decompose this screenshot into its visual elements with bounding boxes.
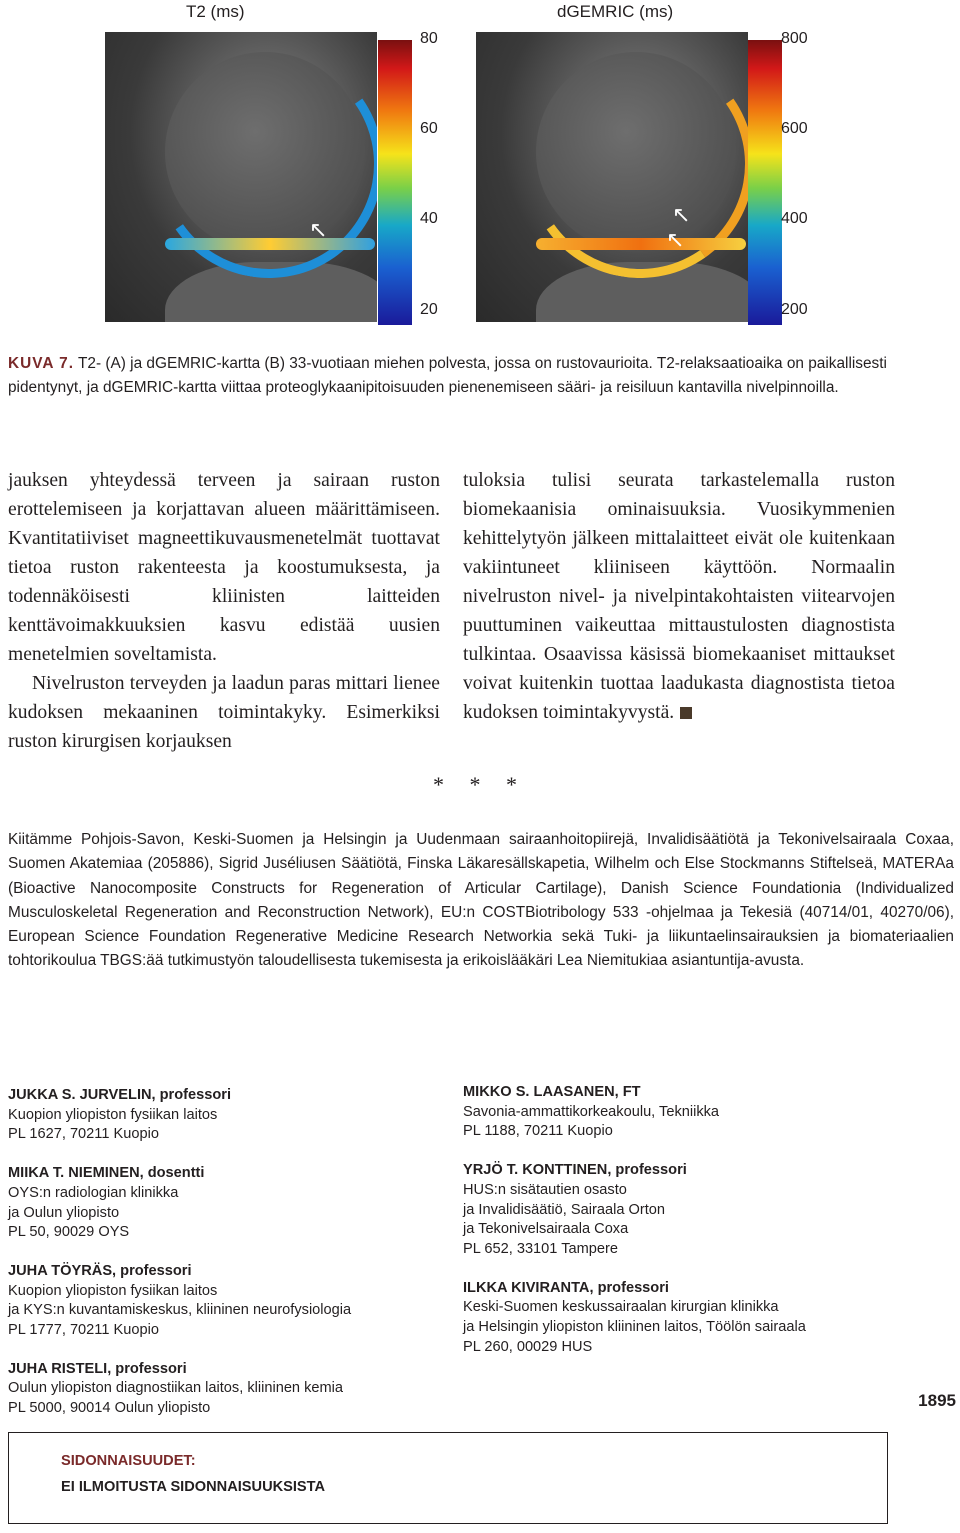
page-number: 1895 (918, 1391, 956, 1410)
author-list-right (463, 1083, 903, 1376)
author-entry (463, 1161, 903, 1260)
author-address: PL 1188, 70211 Kuopio (463, 1123, 613, 1140)
author-entry (8, 1164, 448, 1243)
mri-image-t2 (105, 32, 377, 322)
author-affiliation: OYS:n radiologian klinikka (8, 1184, 179, 1201)
end-of-article-icon (680, 707, 692, 719)
conflict-of-interest-box (8, 1432, 888, 1524)
mri-image-dgemric (476, 32, 748, 322)
author-list-left (8, 1086, 448, 1438)
author-affiliation: ja Invalidisäätiö, Sairaala Orton (463, 1201, 665, 1218)
author-name: JUHA RISTELI, professori (8, 1360, 187, 1377)
paragraph: Nivelruston terveyden ja laadun paras mittari lienee kudoksen mekaaninen toimintakyky. Esimerkiksi ruston kirurgisen korjauksen (8, 673, 440, 752)
author-address: PL 5000, 90014 Oulun yliopisto (8, 1400, 211, 1417)
author-address: PL 260, 00029 HUS (463, 1338, 593, 1355)
author-name: MIIKA T. NIEMINEN, dosentti (8, 1165, 205, 1182)
scale-tick: 60 (420, 120, 438, 137)
section-separator: * * * (433, 772, 527, 797)
author-name: ILKKA KIVIRANTA, professori (463, 1279, 669, 1296)
arrow-icon: ↖ (309, 217, 328, 242)
author-entry (463, 1279, 903, 1358)
caption-label: KUVA 7. (8, 355, 75, 372)
scale-tick: 80 (420, 30, 438, 47)
author-affiliation: Kuopion yliopiston fysiikan laitos (8, 1106, 218, 1123)
author-entry (463, 1083, 903, 1142)
color-scale-dgemric (748, 40, 782, 325)
acknowledgement: Kiitämme Pohjois-Savon, Keski-Suomen ja Helsingin ja Uudenmaan sairaanhoitopiirejä, Invalidisäätiötä ja Tekonivelsairaala Coxaa, Suomen Akatemiaa (205886), Sigrid Juséliusen Säätiötä, Finska Läkaresällskapetia, Wilhelm och Else Stockmanns Stiftelseä, MATERAa (Bioactive Nanocomposite Constructs for Regeneration of Articular Cartilage), Danish Science Foundationia (Individualized Musculoskeletal Regeneration and Reconstruction Network), EU:n COSTBiotribology 533 -ohjelmaa ja Tekesiä (40714/01, 40270/06), European Science Foundation Regenerative Medicine Research Networkia sekä Tuki- ja liikuntaelinsairauksien ja biomateriaalien tohtorikoulua TBGS:ää tutkimustyön taloudellisesta tukemisesta ja erikoislääkäri Lea Niemitukiaa asiantuntija-avusta. (8, 831, 954, 970)
author-affiliation: HUS:n sisätautien osasto (463, 1181, 627, 1198)
figure-label-t2: T2 (ms) (186, 2, 245, 21)
author-entry (8, 1262, 448, 1341)
body-column-right (463, 466, 895, 727)
author-name: MIKKO S. LAASANEN, FT (463, 1084, 641, 1100)
scale-tick: 600 (781, 120, 808, 137)
author-address: PL 1627, 70211 Kuopio (8, 1126, 159, 1143)
author-address: PL 1777, 70211 Kuopio (8, 1322, 159, 1339)
author-affiliation: ja KYS:n kuvantamiskeskus, kliininen neurofysiologia (8, 1302, 352, 1319)
author-affiliation: ja Tekonivelsairaala Coxa (463, 1221, 629, 1238)
arrow-icon: ↖ (672, 202, 691, 227)
scale-tick: 40 (420, 210, 438, 227)
author-affiliation: Keski-Suomen keskussairaalan kirurgian klinikka (463, 1299, 779, 1316)
scale-tick: 200 (781, 301, 808, 318)
author-name: JUKKA S. JURVELIN, professori (8, 1087, 232, 1103)
author-affiliation: Oulun yliopiston diagnostiikan laitos, kliininen kemia (8, 1380, 344, 1397)
scale-tick: 800 (781, 30, 808, 47)
body-column-left (8, 466, 440, 756)
color-scale-t2 (378, 40, 412, 325)
figure-label-dgemric: dGEMRIC (ms) (557, 2, 674, 21)
scale-tick: 20 (420, 301, 438, 318)
coi-text: EI ILMOITUSTA SIDONNAISUUKSISTA (61, 1479, 326, 1495)
paragraph (463, 466, 895, 727)
coi-title: SIDONNAISUUDET: (61, 1453, 196, 1469)
arrow-icon: ↖ (666, 227, 685, 252)
paragraph-text: tuloksia tulisi seurata tarkastelemalla ruston biomekaanisia ominaisuuksia. Vuosikymmenien kehittelytyön jälkeen mittalaitteet eivät ole kuitenkaan vakiintuneet kliiniseen käyttöön. Normaalin nivelruston nivel- ja nivelpintakohtaisten viitearvojen puuttuminen vaikeuttaa mittaustulosten diagnostista tulkintaa. Osaavissa käsissä biomekaaniset mittaukset voivat kuitenkin tuottaa laadukasta diagnostista tietoa kudoksen toimintakyvystä. (463, 470, 895, 723)
author-address: PL 652, 33101 Tampere (463, 1240, 618, 1257)
author-affiliation: Kuopion yliopiston fysiikan laitos (8, 1282, 218, 1299)
author-affiliation: ja Helsingin yliopiston kliininen laitos, Töölön sairaala (463, 1319, 806, 1336)
figure-caption (8, 352, 952, 400)
author-address: PL 50, 90029 OYS (8, 1224, 130, 1241)
author-affiliation: Savonia-ammattikorkeakoulu, Tekniikka (463, 1103, 720, 1120)
author-name: YRJÖ T. KONTTINEN, professori (463, 1162, 687, 1179)
author-affiliation: ja Oulun yliopisto (8, 1204, 120, 1221)
author-entry (8, 1360, 448, 1419)
author-name: JUHA TÖYRÄS, professori (8, 1262, 192, 1279)
author-entry (8, 1086, 448, 1145)
scale-tick: 400 (781, 210, 808, 227)
caption-text: T2- (A) ja dGEMRIC-kartta (B) 33-vuotiaan miehen polvesta, jossa on rustovaurioita. T2-relaksaatioaika on paikallisesti pidentynyt, ja dGEMRIC-kartta viittaa proteoglykaanipitoisuuden pienenemiseen sääri- ja reisiluun kantavilla nivelpinnoilla. (8, 355, 887, 396)
paragraph: jauksen yhteydessä terveen ja sairaan ruston erottelemiseen ja korjattavan alueen määrittämiseen. Kvantitatiiviset magneettikuvausmenetelmät tuottavat tietoa ruston rakenteesta ja koostumuksesta, ja todennäköisesti kliinisten laitteiden kenttävoimakkuuksien kasvu edistää uusien menetelmien soveltamista. (8, 470, 440, 665)
